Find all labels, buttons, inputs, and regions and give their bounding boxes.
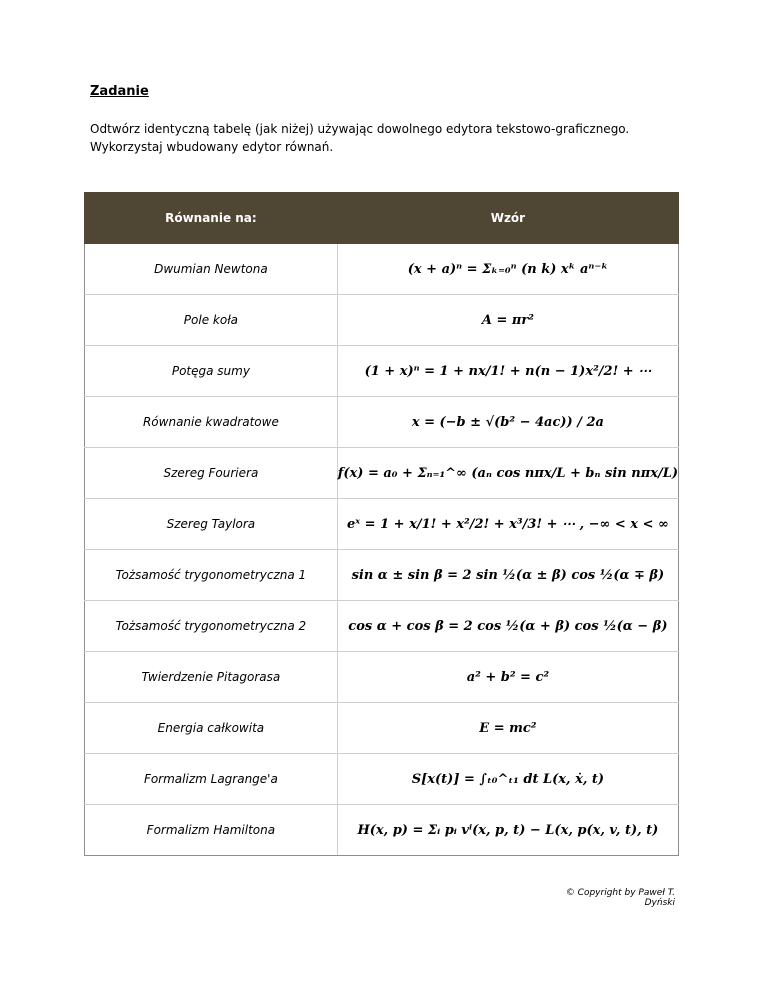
row-formula: A = πr²	[337, 295, 678, 346]
table-row	[85, 703, 679, 754]
row-formula: a² + b² = c²	[337, 652, 678, 703]
row-formula: sin α ± sin β = 2 sin ½(α ± β) cos ½(α ∓ β)	[337, 550, 678, 601]
table-header-row	[85, 193, 679, 244]
row-formula: S[x(t)] = ∫ₜ₀^ₜ₁ dt L(x, ẋ, t)	[337, 754, 678, 805]
equation-table	[84, 192, 679, 856]
row-formula: eˣ = 1 + x/1! + x²/2! + x³/3! + ⋯ , −∞ < x < ∞	[337, 499, 678, 550]
row-formula: E = mc²	[337, 703, 678, 754]
table-row	[85, 499, 679, 550]
row-formula: (1 + x)ⁿ = 1 + nx/1! + n(n − 1)x²/2! + ⋯	[337, 346, 678, 397]
header-formula: Wzór	[337, 193, 678, 244]
row-name: Równanie kwadratowe	[85, 397, 338, 448]
row-name: Szereg Fouriera	[85, 448, 338, 499]
task-description: Odtwórz identyczną tabelę (jak niżej) używając dowolnego edytora tekstowo-graficznego. Wykorzystaj wbudowany edytor równań.	[90, 122, 630, 154]
row-name: Tożsamość trygonometryczna 2	[85, 601, 338, 652]
row-formula: (x + a)ⁿ = Σₖ₌₀ⁿ (n k) xᵏ aⁿ⁻ᵏ	[337, 244, 678, 295]
table-row	[85, 754, 679, 805]
table-row	[85, 397, 679, 448]
table-row	[85, 346, 679, 397]
row-name: Formalizm Lagrange'a	[85, 754, 338, 805]
page-title: Zadanie	[90, 84, 149, 99]
row-name: Energia całkowita	[85, 703, 338, 754]
table-row	[85, 601, 679, 652]
table-row	[85, 652, 679, 703]
row-formula: f(x) = a₀ + Σₙ₌₁^∞ (aₙ cos nπx/L + bₙ sin nπx/L)	[337, 448, 678, 499]
table-row	[85, 805, 679, 856]
copyright-note: © Copyright by Paweł T. Dyński	[565, 888, 675, 908]
row-formula: x = (−b ± √(b² − 4ac)) / 2a	[337, 397, 678, 448]
table-row	[85, 550, 679, 601]
table-row	[85, 244, 679, 295]
row-name: Dwumian Newtona	[85, 244, 338, 295]
table-row	[85, 295, 679, 346]
row-name: Szereg Taylora	[85, 499, 338, 550]
row-name: Pole koła	[85, 295, 338, 346]
row-name: Formalizm Hamiltona	[85, 805, 338, 856]
row-name: Tożsamość trygonometryczna 1	[85, 550, 338, 601]
header-equation-name: Równanie na:	[85, 193, 338, 244]
table-row	[85, 448, 679, 499]
row-name: Twierdzenie Pitagorasa	[85, 652, 338, 703]
row-formula: H(x, p) = Σᵢ pᵢ vⁱ(x, p, t) − L(x, p(x, v, t), t)	[337, 805, 678, 856]
row-name: Potęga sumy	[85, 346, 338, 397]
row-formula: cos α + cos β = 2 cos ½(α + β) cos ½(α − β)	[337, 601, 678, 652]
